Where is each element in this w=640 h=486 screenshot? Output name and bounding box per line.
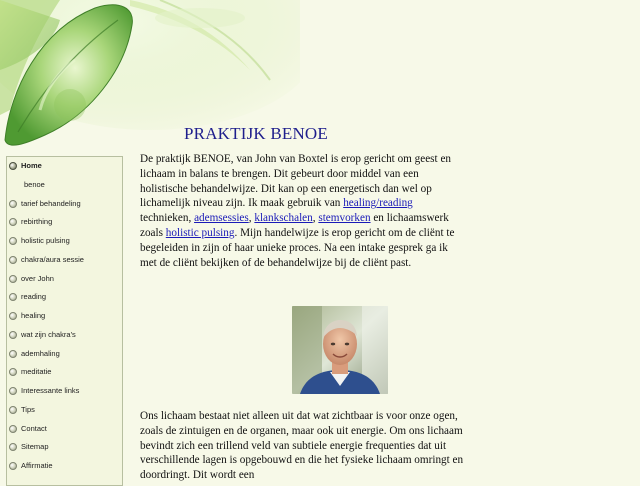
sidebar-item-label: ademhaling [21,348,60,358]
second-paragraph-text: Ons lichaam bestaat niet alleen uit dat wat zichtbaar is voor onze ogen, zoals de zintuigen en de organen, maar ook uit energie. Om ons lichaam bevindt zich een trillend veld van subtiele energie frequenties dat uit verschillende lagen is opgebouwd en die het fysieke lichaam omringt en doordringt. Dit wordt een [140,410,464,482]
link-healing-reading[interactable]: healing/reading [343,197,413,210]
sidebar-item-label: benoe [24,179,45,189]
bullet-icon [9,200,17,208]
link-ademsessies[interactable]: ademsessies [194,212,249,225]
sidebar-item-label: Interessante links [21,386,80,395]
bullet-icon [9,256,17,264]
bullet-icon [9,425,17,433]
sidebar-item-benoe[interactable] [7,176,122,195]
sidebar-item-label: chakra/aura sessie [21,254,84,264]
bullet-icon [9,387,17,395]
sidebar-item-tips[interactable] [7,401,122,420]
sidebar-item-chakra-aura-sessie[interactable] [7,251,122,270]
bullet-icon [9,293,17,301]
sidebar-item-wat-zijn-chakra-s[interactable] [7,326,122,345]
sidebar-item-meditatie[interactable] [7,363,122,382]
sidebar-item-affirmatie[interactable] [7,457,122,476]
sidebar-item-healing[interactable] [7,307,122,326]
sidebar-item-label: Sitemap [21,442,49,452]
sidebar-item-label: meditatie [21,367,52,377]
sidebar-item-label: Affirmatie [21,461,53,470]
bullet-icon [9,368,17,376]
sidebar-item-home[interactable] [7,157,122,176]
bullet-icon [9,162,17,170]
sidebar-item-label: wat zijn chakra's [21,329,76,339]
sidebar-item-interessante-links[interactable] [7,382,122,401]
intro-text: technieken, [140,212,195,225]
intro-paragraph [140,152,465,270]
sidebar-item-holistic-pulsing[interactable] [7,232,122,251]
intro-text: , [248,212,255,225]
sidebar-item-tarief-behandeling[interactable] [7,195,122,214]
bullet-icon [9,312,17,320]
sidebar-item-label: rebirthing [21,217,53,227]
sidebar-item-label: tarief behandeling [21,198,81,208]
bullet-icon [9,218,17,226]
sidebar-item-over-john[interactable] [7,270,122,289]
sidebar-item-contact[interactable] [7,420,122,439]
second-paragraph [140,409,465,483]
sidebar-item-reading[interactable] [7,288,122,307]
link-holistic-pulsing[interactable]: holistic pulsing [165,226,235,239]
bullet-icon [9,237,17,245]
sidebar-item-label: healing [21,311,46,320]
link-klankschalen[interactable]: klankschalen [254,212,313,225]
sidebar-item-label: reading [21,292,47,302]
bullet-icon [9,331,17,339]
bullet-icon [9,406,17,414]
portrait-photo [292,306,388,394]
intro-text: De praktijk BENOE, van John van Boxtel is erop gericht om geest en lichaam in balans te brengen. Dit gebeurt door middel van een holistische behandelwijze. Dit kan op een energetisch dan wel op lichamelijk niveau zijn. Ik maak gebruik van [140,153,452,210]
sidebar-item-label: Home [21,161,42,170]
intro-text: en lichaamswerk zoals [140,212,449,239]
sidebar-item-label: holistic pulsing [21,236,70,245]
bullet-icon [9,275,17,283]
bullet-icon [9,443,17,451]
sidebar-nav [6,156,123,486]
intro-text: , [312,212,319,225]
bullet-icon [9,350,17,358]
intro-text: . Mijn handelwijze is erop gericht om de cliënt te begeleiden in zijn of haar unieke proces. Na een intake gesprek ga ik met de cliënt bekijken of de behandelwijze bij de cliënt past. [140,226,455,269]
sidebar-item-label: Tips [21,404,35,414]
sidebar-item-sitemap[interactable] [7,438,122,457]
sidebar-item-rebirthing[interactable] [7,213,122,232]
sidebar-item-ademhaling[interactable] [7,345,122,364]
sidebar-item-label: over John [21,273,54,283]
bullet-icon [9,462,17,470]
page-title: PRAKTIJK BENOE [184,124,328,143]
link-stemvorken[interactable]: stemvorken [318,212,371,225]
sidebar-item-label: Contact [21,423,47,433]
